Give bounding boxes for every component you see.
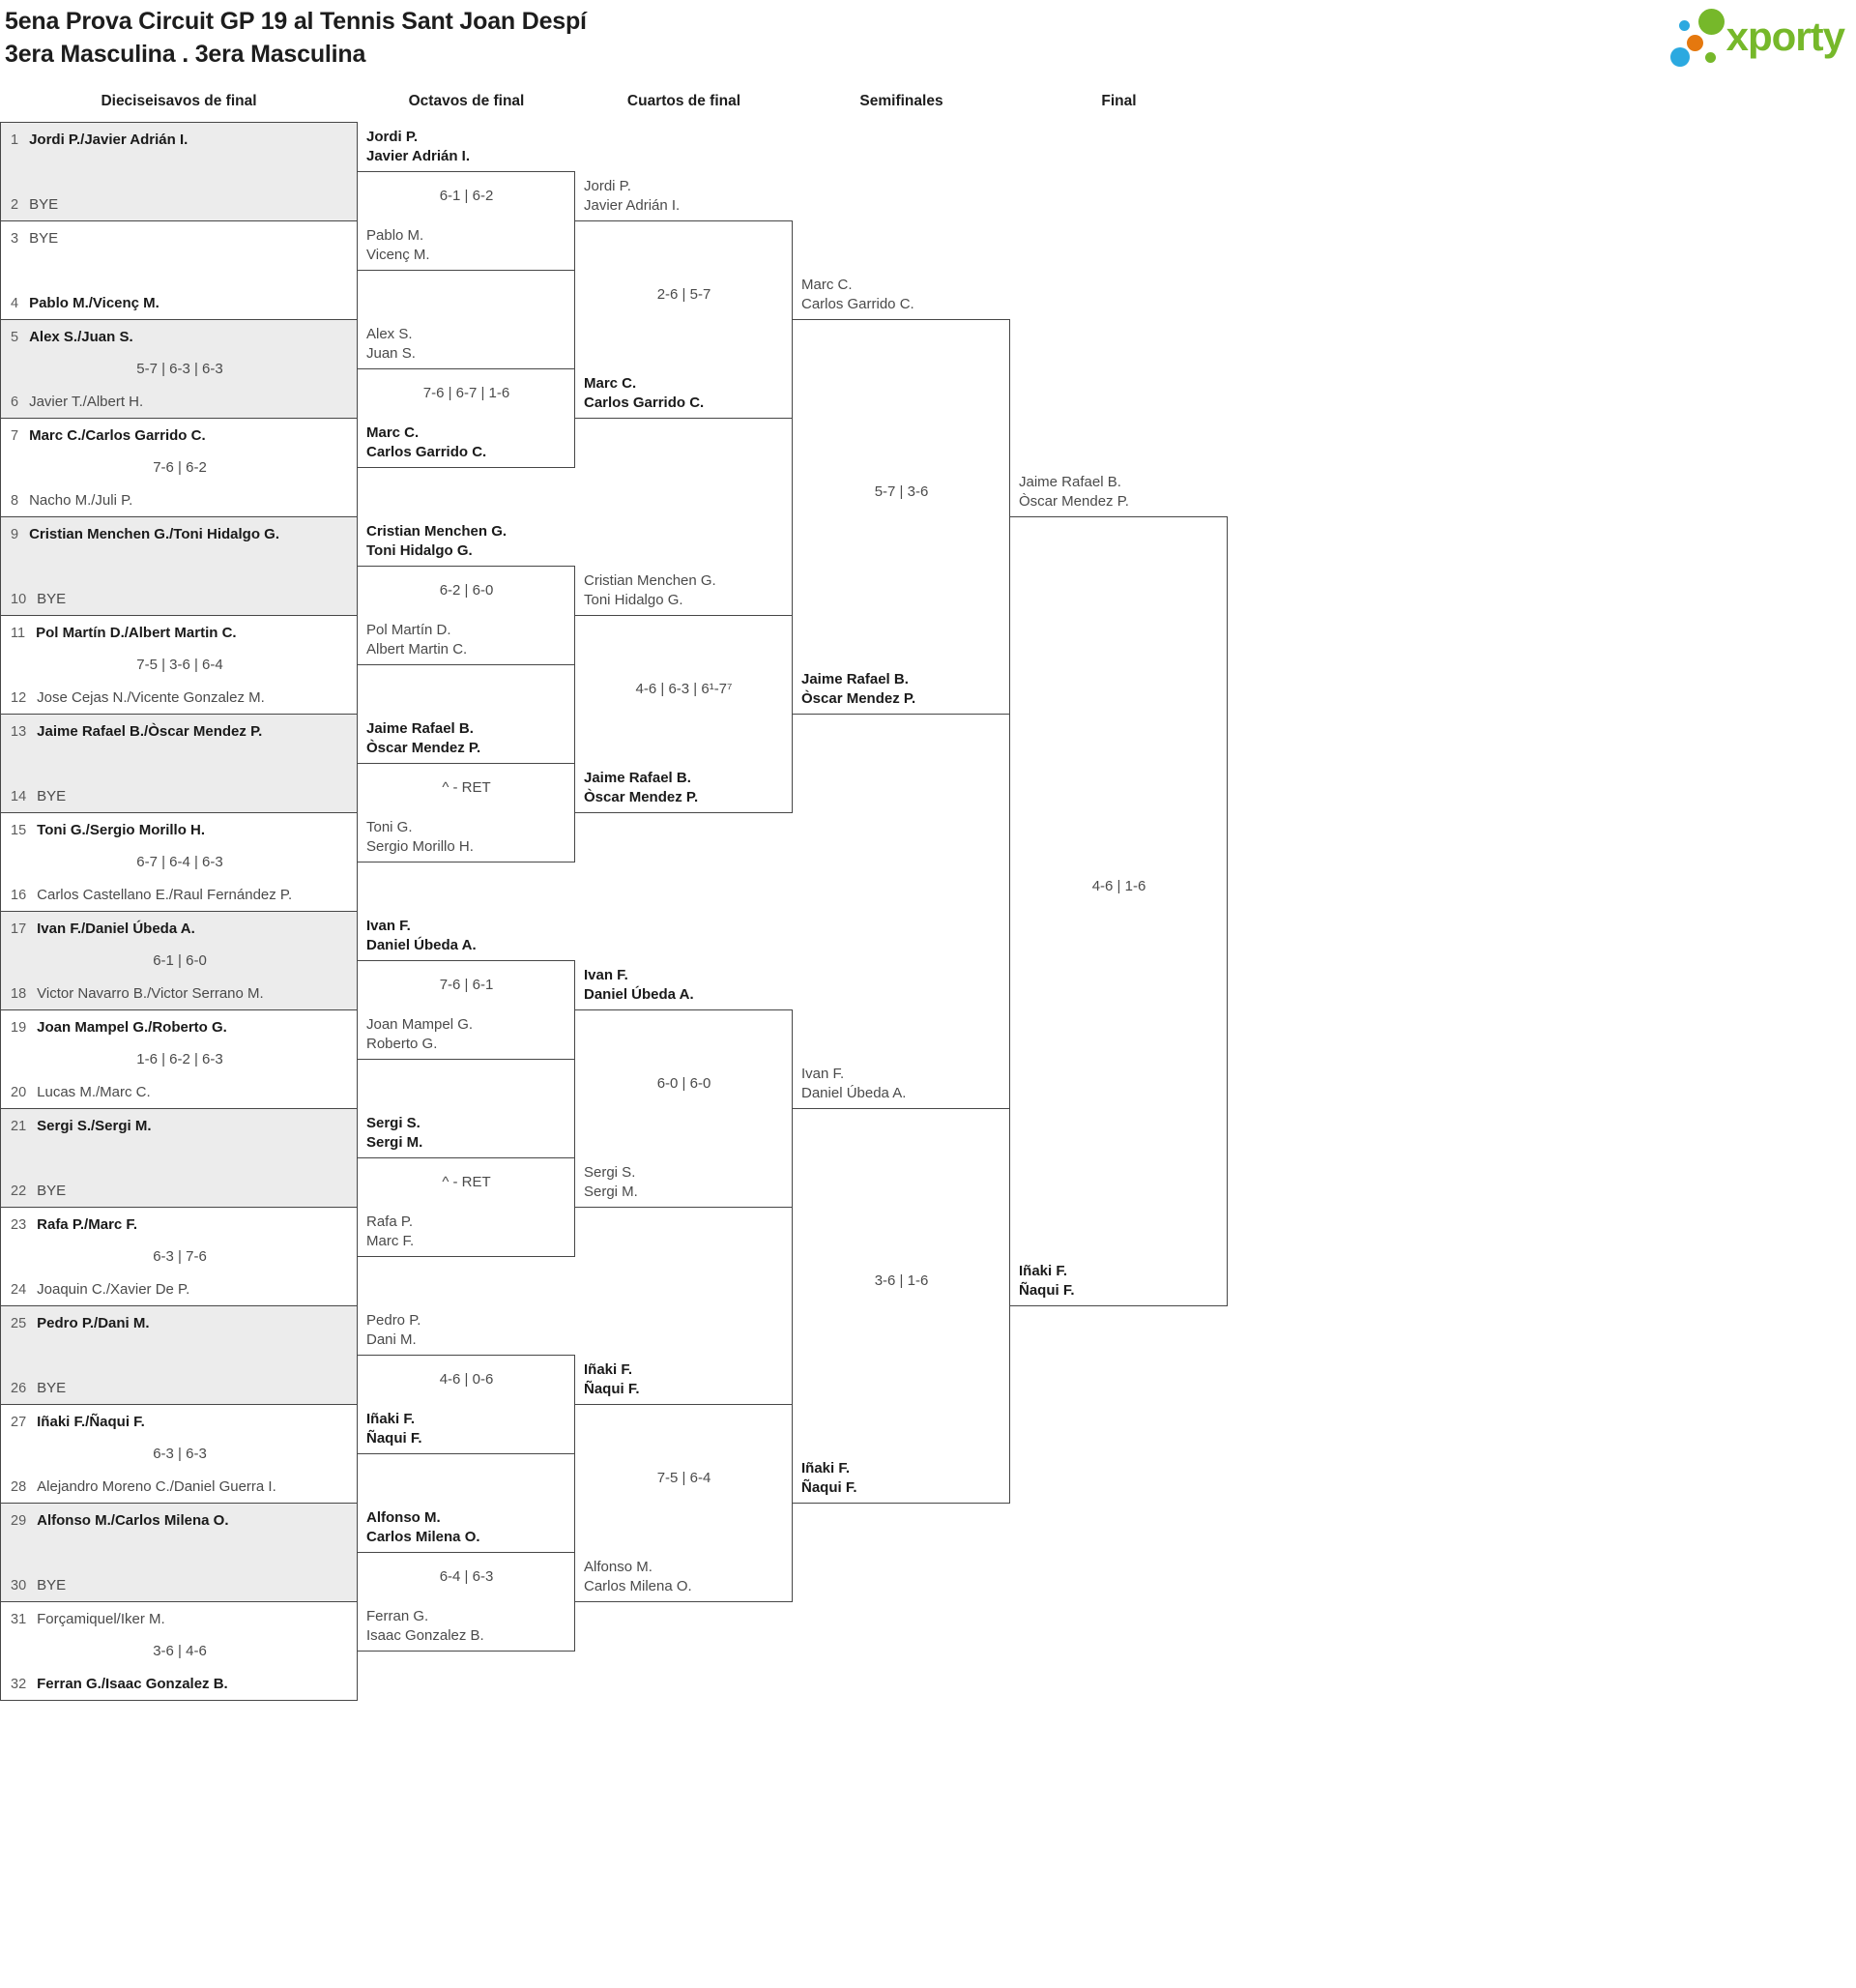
team-name: Alejandro Moreno C./Daniel Guerra I.	[37, 1478, 276, 1495]
round-header-octavos: Octavos de final	[408, 93, 525, 109]
match-score: 7-6 | 6-2	[153, 459, 207, 476]
seed-number: 18	[11, 986, 27, 1002]
match-score: 6-2 | 6-0	[439, 582, 494, 599]
team-label	[366, 1213, 414, 1251]
r32-match-box	[0, 319, 358, 419]
team-name-line: Juan S.	[366, 345, 416, 362]
r32-match-box	[0, 122, 358, 221]
team-name: BYE	[37, 1183, 67, 1199]
team-name: Iñaki F./Ñaqui F.	[37, 1414, 145, 1430]
match-score: 7-5 | 6-4	[656, 1470, 711, 1486]
team-name-line: Jaime Rafael B.	[584, 770, 691, 786]
match-score: 6-3 | 7-6	[153, 1248, 207, 1265]
team-name-line: Vicenç M.	[366, 247, 430, 263]
team-label	[584, 177, 680, 216]
r32-match-box	[0, 220, 358, 320]
team-label	[584, 571, 716, 610]
team-label	[584, 1360, 640, 1399]
match-score: 4-6 | 0-6	[439, 1371, 494, 1388]
team-label	[366, 128, 470, 166]
team-name: BYE	[29, 196, 59, 213]
team-label	[801, 670, 915, 709]
team-name-line: Roberto G.	[366, 1036, 438, 1052]
r32-team-bottom	[11, 590, 66, 609]
team-name-line: Isaac Gonzalez B.	[366, 1627, 484, 1644]
team-name-line: Toni Hidalgo G.	[366, 542, 473, 559]
team-name-line: Daniel Úbeda A.	[584, 986, 694, 1003]
r32-team-bottom	[11, 294, 160, 313]
r32-team-top	[11, 1413, 145, 1432]
team-name: Alfonso M./Carlos Milena O.	[37, 1512, 229, 1529]
seed-number: 19	[11, 1020, 27, 1036]
seed-number: 6	[11, 395, 19, 410]
team-name-line: Toni Hidalgo G.	[584, 592, 683, 608]
team-name: Marc C./Carlos Garrido C.	[29, 427, 206, 444]
team-name-line: Jaime Rafael B.	[1019, 474, 1121, 490]
seed-number: 24	[11, 1282, 27, 1298]
r32-team-top	[11, 525, 279, 544]
seed-number: 16	[11, 888, 27, 903]
seed-number: 32	[11, 1677, 27, 1692]
team-name-line: Alex S.	[366, 326, 413, 342]
team-name-line: Marc F.	[366, 1233, 415, 1249]
team-name-line: Daniel Úbeda A.	[801, 1085, 907, 1101]
round-header-final: Final	[1101, 93, 1137, 109]
seed-number: 30	[11, 1578, 27, 1593]
seed-number: 7	[11, 428, 19, 444]
r32-team-top	[11, 229, 58, 248]
team-name-line: Òscar Mendez P.	[801, 690, 916, 707]
team-label	[584, 966, 694, 1005]
team-label	[801, 1459, 857, 1498]
team-name: Lucas M./Marc C.	[37, 1084, 151, 1100]
team-name-line: Sergio Morillo H.	[366, 838, 474, 855]
seed-number: 22	[11, 1184, 27, 1199]
seed-number: 3	[11, 231, 19, 247]
match-score: 4-6 | 6-3 | 6¹-7⁷	[635, 681, 733, 697]
seed-number: 27	[11, 1415, 27, 1430]
team-name: BYE	[37, 591, 67, 607]
team-name-line: Marc C.	[366, 424, 420, 441]
team-name-line: Ivan F.	[366, 918, 411, 934]
team-name: Sergi S./Sergi M.	[37, 1118, 152, 1134]
sf-match-box	[792, 1108, 1010, 1504]
r32-match-box	[0, 714, 358, 813]
r32-team-top	[11, 1314, 150, 1333]
seed-number: 12	[11, 690, 27, 706]
r32-team-top	[11, 920, 195, 939]
team-name-line: Iñaki F.	[366, 1411, 416, 1427]
team-name-line: Ivan F.	[584, 967, 628, 983]
r32-team-bottom	[11, 1280, 189, 1300]
team-name-line: Toni G.	[366, 819, 413, 835]
team-label	[366, 325, 416, 364]
team-name-line: Iñaki F.	[801, 1460, 851, 1476]
seed-number: 1	[11, 132, 19, 148]
team-name-line: Javier Adrián I.	[366, 148, 470, 164]
r32-team-top	[11, 328, 133, 347]
seed-number: 26	[11, 1381, 27, 1396]
team-name-line: Marc C.	[584, 375, 637, 392]
sf-match-box	[792, 319, 1010, 715]
team-name: Victor Navarro B./Victor Serrano M.	[37, 985, 264, 1002]
team-name: Pedro P./Dani M.	[37, 1315, 150, 1331]
team-name-line: Carlos Garrido C.	[366, 444, 487, 460]
team-label	[584, 769, 698, 807]
match-score: 7-6 | 6-1	[439, 977, 494, 993]
team-name-line: Sergi M.	[584, 1184, 638, 1200]
team-name: Jose Cejas N./Vicente Gonzalez M.	[37, 689, 265, 706]
seed-number: 2	[11, 197, 19, 213]
team-label	[584, 374, 704, 413]
match-score: 6-3 | 6-3	[153, 1446, 207, 1462]
match-score: 6-1 | 6-0	[153, 952, 207, 969]
r32-team-bottom	[11, 1379, 66, 1398]
seed-number: 13	[11, 724, 27, 740]
round-header-cuartos: Cuartos de final	[626, 93, 741, 109]
team-label	[801, 1065, 906, 1103]
team-label	[366, 1508, 480, 1547]
team-name: Rafa P./Marc F.	[37, 1216, 138, 1233]
team-name: Cristian Menchen G./Toni Hidalgo G.	[29, 526, 279, 542]
team-name-line: Alfonso M.	[366, 1509, 441, 1526]
r32-team-bottom	[11, 984, 264, 1004]
r32-team-top	[11, 1215, 137, 1235]
team-name-line: Ferran G.	[366, 1608, 429, 1624]
seed-number: 17	[11, 921, 27, 937]
team-label	[366, 1114, 422, 1153]
seed-number: 11	[11, 626, 26, 641]
match-score: ^ - RET	[442, 779, 491, 796]
match-score: 6-7 | 6-4 | 6-3	[136, 854, 223, 870]
category-name: 3era Masculina . 3era Masculina	[5, 41, 366, 68]
team-name: Ivan F./Daniel Úbeda A.	[37, 921, 195, 937]
team-label	[584, 1558, 692, 1596]
team-name: Carlos Castellano E./Raul Fernández P.	[37, 887, 293, 903]
team-name-line: Jordi P.	[584, 178, 631, 194]
team-label	[366, 621, 467, 659]
match-score: 7-6 | 6-7 | 1-6	[422, 385, 510, 401]
seed-number: 23	[11, 1217, 27, 1233]
r32-team-bottom	[11, 688, 265, 708]
team-label	[584, 1163, 638, 1202]
match-score: 6-0 | 6-0	[656, 1075, 711, 1092]
r32-match-box	[0, 516, 358, 616]
team-label	[366, 1607, 484, 1646]
team-label	[1019, 1262, 1075, 1301]
team-label	[366, 1015, 473, 1054]
match-score: ^ - RET	[442, 1174, 491, 1190]
r32-team-top	[11, 131, 188, 150]
team-name: Ferran G./Isaac Gonzalez B.	[37, 1676, 228, 1692]
team-name: Alex S./Juan S.	[29, 329, 133, 345]
r32-team-bottom	[11, 195, 58, 215]
match-score: 6-4 | 6-3	[439, 1568, 494, 1585]
team-name-line: Sergi S.	[366, 1115, 420, 1131]
seed-number: 20	[11, 1085, 27, 1100]
team-label	[366, 522, 507, 561]
team-name-line: Albert Martin C.	[366, 641, 468, 658]
r32-team-bottom	[11, 1576, 66, 1595]
team-name-line: Carlos Milena O.	[366, 1529, 480, 1545]
r32-team-top	[11, 1117, 152, 1136]
r32-match-box	[0, 615, 358, 715]
team-name-line: Carlos Garrido C.	[801, 296, 914, 312]
r32-team-bottom	[11, 787, 66, 806]
team-name-line: Ñaqui F.	[1019, 1282, 1075, 1299]
seed-number: 28	[11, 1479, 27, 1495]
team-name-line: Cristian Menchen G.	[366, 523, 508, 540]
team-name-line: Òscar Mendez P.	[584, 789, 699, 805]
match-score: 5-7 | 3-6	[874, 483, 929, 500]
team-name-line: Dani M.	[366, 1331, 417, 1348]
team-name-line: Carlos Milena O.	[584, 1578, 692, 1594]
seed-number: 5	[11, 330, 19, 345]
team-name-line: Ñaqui F.	[366, 1430, 422, 1447]
team-name-line: Sergi M.	[366, 1134, 423, 1151]
seed-number: 10	[11, 592, 27, 607]
r32-match-box	[0, 1207, 358, 1306]
team-label	[366, 719, 480, 758]
r32-match-box	[0, 1108, 358, 1208]
r32-team-bottom	[11, 393, 143, 412]
seed-number: 21	[11, 1119, 27, 1134]
r32-match-box	[0, 1601, 358, 1701]
round-header-dieciseisavos: Dieciseisavos de final	[101, 93, 257, 109]
team-name-line: Cristian Menchen G.	[584, 572, 716, 589]
r32-match-box	[0, 1305, 358, 1405]
team-name-line: Alfonso M.	[584, 1559, 652, 1575]
team-name: Jaime Rafael B./Òscar Mendez P.	[37, 723, 263, 740]
team-name-line: Daniel Úbeda A.	[366, 937, 477, 953]
r32-team-bottom	[11, 886, 292, 905]
seed-number: 31	[11, 1612, 27, 1627]
final-match-box	[1009, 516, 1228, 1306]
round-header-semifinales: Semifinales	[859, 93, 943, 109]
r32-match-box	[0, 1404, 358, 1504]
r32-team-top	[11, 1018, 227, 1038]
team-name-line: Carlos Garrido C.	[584, 395, 705, 411]
team-name: Nacho M./Juli P.	[29, 492, 133, 509]
team-name: Joaquin C./Xavier De P.	[37, 1281, 190, 1298]
team-label	[801, 276, 914, 314]
match-score: 3-6 | 1-6	[874, 1272, 929, 1289]
team-name: Jordi P./Javier Adrián I.	[29, 132, 188, 148]
match-score: 2-6 | 5-7	[656, 286, 711, 303]
r32-match-box	[0, 812, 358, 912]
match-score: 7-5 | 3-6 | 6-4	[136, 657, 223, 673]
r32-match-box	[0, 1009, 358, 1109]
team-name-line: Javier Adrián I.	[584, 197, 681, 214]
r32-team-bottom	[11, 491, 132, 511]
team-label	[366, 226, 430, 265]
team-name-line: Pol Martín D.	[366, 622, 451, 638]
r32-team-bottom	[11, 1182, 66, 1201]
team-name-line: Ñaqui F.	[801, 1479, 857, 1496]
team-label	[366, 424, 486, 462]
seed-number: 15	[11, 823, 27, 838]
team-label	[366, 1311, 420, 1350]
team-name-line: Joan Mampel G.	[366, 1016, 474, 1033]
r32-match-box	[0, 418, 358, 517]
match-score: 5-7 | 6-3 | 6-3	[136, 361, 223, 377]
team-name: Javier T./Albert H.	[29, 394, 144, 410]
r32-match-box	[0, 911, 358, 1010]
r32-team-top	[11, 722, 262, 742]
team-name: Pol Martín D./Albert Martin C.	[36, 625, 237, 641]
team-name-line: Pedro P.	[366, 1312, 421, 1329]
seed-number: 9	[11, 527, 19, 542]
match-score: 3-6 | 4-6	[153, 1643, 207, 1659]
match-score: 4-6 | 1-6	[1091, 878, 1146, 894]
team-name-line: Pablo M.	[366, 227, 424, 244]
team-label	[1019, 473, 1129, 512]
match-score: 1-6 | 6-2 | 6-3	[136, 1051, 223, 1067]
team-name-line: Marc C.	[801, 277, 853, 293]
r32-match-box	[0, 1503, 358, 1602]
r32-team-top	[11, 1610, 165, 1629]
team-name: Forçamiquel/Iker M.	[37, 1611, 165, 1627]
tournament-name: 5ena Prova Circuit GP 19 al Tennis Sant Joan Despí	[5, 8, 587, 35]
team-name-line: Iñaki F.	[1019, 1263, 1068, 1279]
xporty-logo-text: xporty	[1726, 14, 1844, 59]
r32-team-top	[11, 821, 205, 840]
r32-team-bottom	[11, 1675, 228, 1694]
seed-number: 4	[11, 296, 19, 311]
team-name: Pablo M./Vicenç M.	[29, 295, 160, 311]
team-name-line: Jordi P.	[366, 129, 419, 145]
team-label	[366, 818, 474, 857]
team-name-line: Òscar Mendez P.	[366, 740, 481, 756]
team-name: BYE	[37, 788, 67, 804]
team-name: BYE	[37, 1380, 67, 1396]
team-name-line: Rafa P.	[366, 1213, 414, 1230]
team-name-line: Ñaqui F.	[584, 1381, 640, 1397]
r32-team-top	[11, 624, 237, 643]
seed-number: 14	[11, 789, 27, 804]
team-label	[366, 1410, 422, 1448]
team-label	[366, 917, 477, 955]
team-name-line: Ivan F.	[801, 1066, 845, 1082]
team-name: BYE	[37, 1577, 67, 1593]
seed-number: 8	[11, 493, 19, 509]
team-name-line: Jaime Rafael B.	[366, 720, 474, 737]
team-name-line: Jaime Rafael B.	[801, 671, 909, 687]
seed-number: 29	[11, 1513, 27, 1529]
r32-team-bottom	[11, 1477, 276, 1497]
team-name: BYE	[29, 230, 59, 247]
r32-team-top	[11, 426, 206, 446]
seed-number: 25	[11, 1316, 27, 1331]
team-name-line: Òscar Mendez P.	[1019, 493, 1129, 510]
team-name-line: Sergi S.	[584, 1164, 636, 1181]
team-name-line: Iñaki F.	[584, 1361, 633, 1378]
match-score: 6-1 | 6-2	[439, 188, 494, 204]
r32-team-bottom	[11, 1083, 151, 1102]
team-name: Toni G./Sergio Morillo H.	[37, 822, 206, 838]
team-name: Joan Mampel G./Roberto G.	[37, 1019, 227, 1036]
r32-team-top	[11, 1511, 229, 1531]
